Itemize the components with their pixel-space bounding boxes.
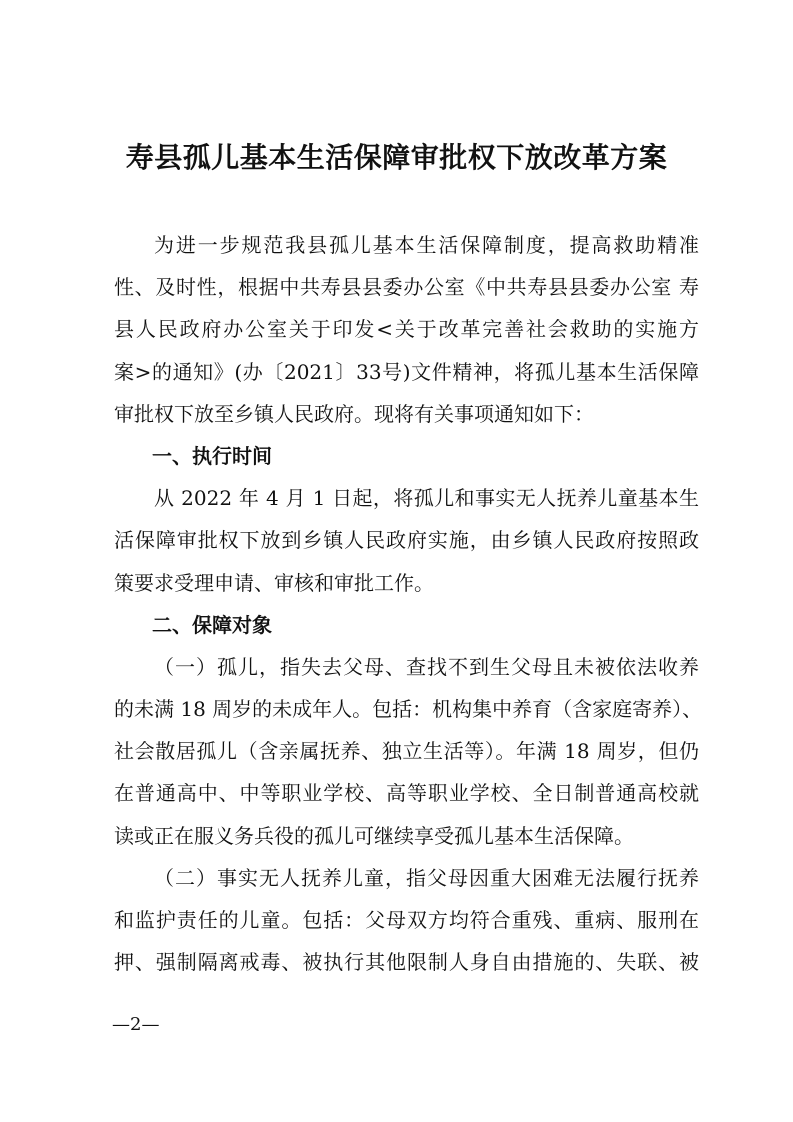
text-line: 读或正在服义务兵役的孤儿可继续享受孤儿基本生活保障。: [114, 823, 634, 848]
text-line: （二）事实无人抚养儿童，指父母因重大困难无法履行抚养: [154, 865, 699, 890]
text-line: 押、强制隔离戒毒、被执行其他限制人身自由措施的、失联、被: [114, 950, 699, 975]
text-line: 和监护责任的儿童。包括：父母双方均符合重残、重病、服刑在: [114, 908, 699, 932]
text-line: 性、及时性，根据中共寿县县委办公室《中共寿县县委办公室 寿: [114, 275, 699, 300]
text-line: 从 2022 年 4 月 1 日起，将孤儿和事实无人抚养儿童基本生: [154, 486, 699, 511]
text-line: 案>的通知》(办〔2021〕33号)文件精神，将孤儿基本生活保障: [114, 359, 699, 384]
document-title: 寿县孤儿基本生活保障审批权下放改革方案: [125, 141, 668, 174]
section1-paragraph: [114, 477, 699, 604]
document-body: [114, 224, 703, 983]
section2-paragraph-orphans: [114, 646, 703, 857]
text-line: 在普通高中、中等职业学校、高等职业学校、全日制普通高校就: [114, 781, 699, 806]
text-line: 社会散居孤儿（含亲属抚养、独立生活等）。年满 18 周岁，但仍: [114, 739, 699, 764]
text-line: 的未满 18 周岁的未成年人。包括：机构集中养育（含家庭寄养）、: [114, 697, 703, 722]
text-line: 为进一步规范我县孤儿基本生活保障制度，提高救助精准: [154, 233, 699, 257]
page-number: —2—: [112, 1014, 160, 1035]
section-heading-protection-targets: 二、保障对象: [152, 612, 272, 637]
section-heading-execution-time: 一、执行时间: [152, 443, 272, 468]
text-line: 审批权下放至乡镇人民政府。现将有关事项通知如下：: [114, 401, 594, 426]
text-line: 策要求受理申请、审核和审批工作。: [114, 570, 434, 595]
text-line: 县人民政府办公室关于印发<关于改革完善社会救助的实施方: [114, 317, 699, 342]
section2-paragraph-unsupported-children: [114, 857, 699, 984]
intro-paragraph: [114, 224, 699, 435]
text-line: 活保障审批权下放到乡镇人民政府实施，由乡镇人民政府按照政: [114, 528, 699, 553]
text-line: （一）孤儿，指失去父母、查找不到生父母且未被依法收养: [154, 654, 699, 679]
